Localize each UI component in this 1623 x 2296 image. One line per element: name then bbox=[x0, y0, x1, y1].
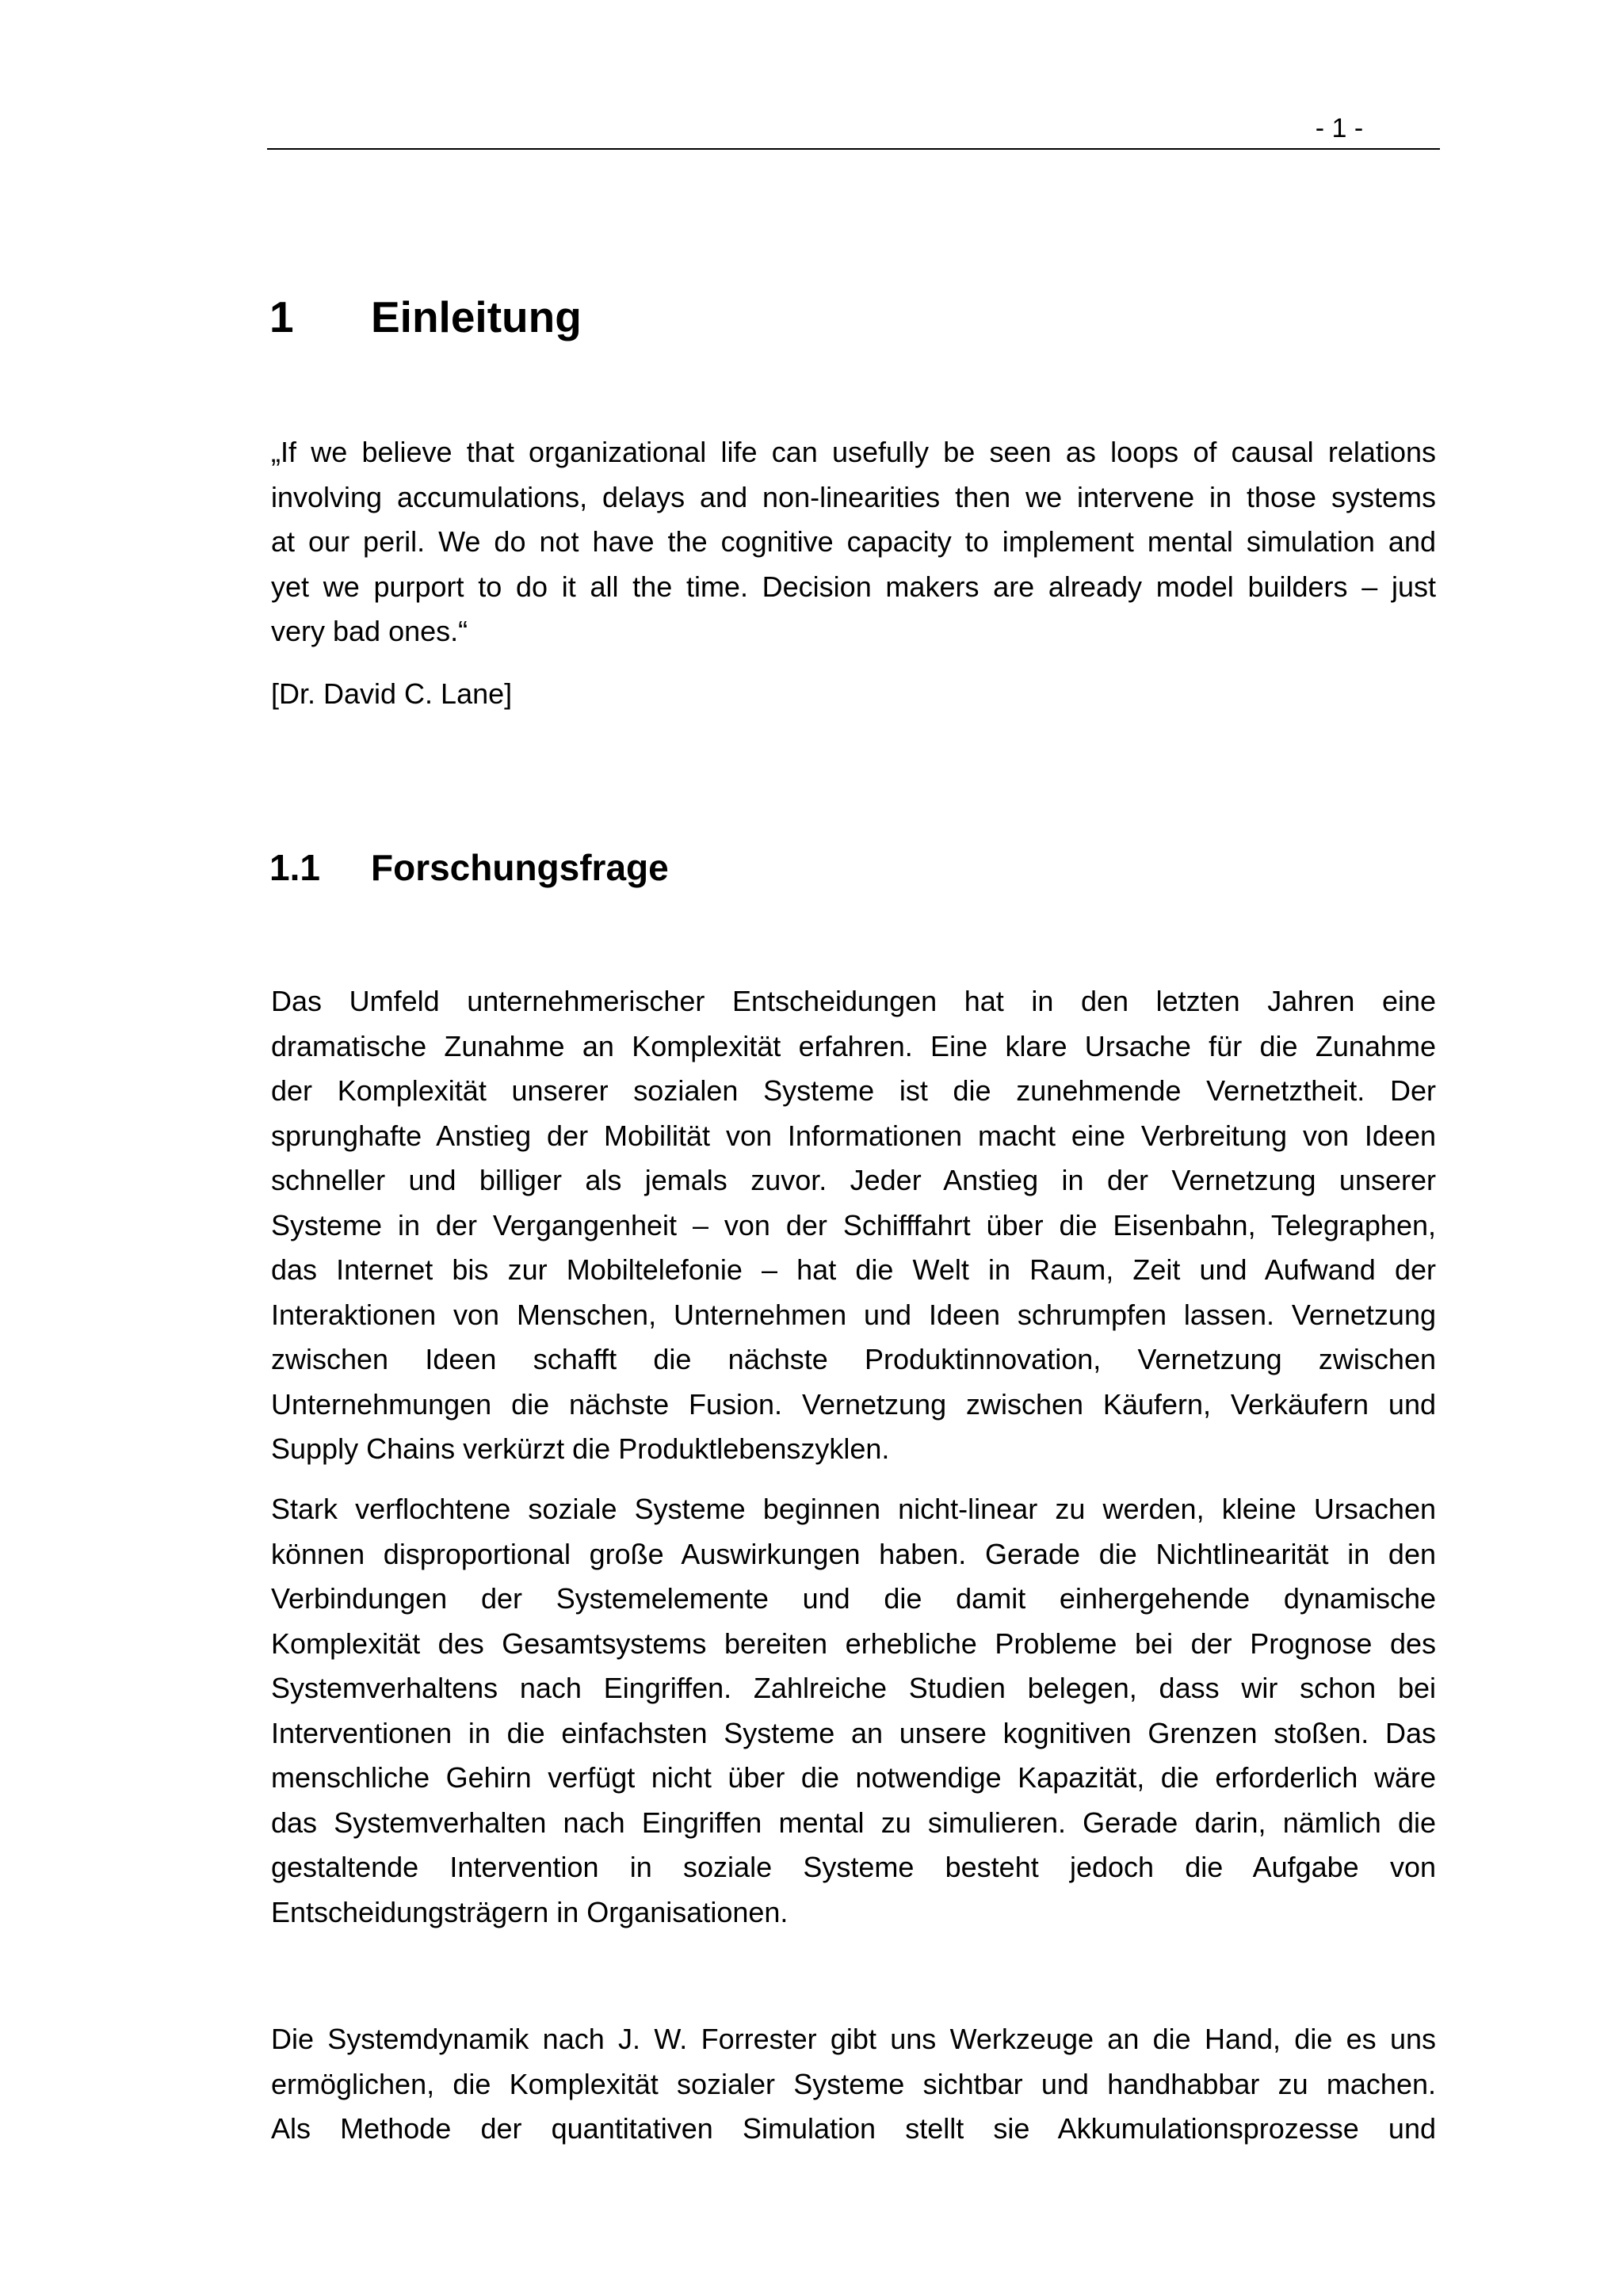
quote-line: yet we purport to do it all the time. Decision makers are already model builders – just bbox=[271, 570, 1436, 603]
paragraph-line: Interaktionen von Menschen, Unternehmen und Ideen schrumpfen lassen. Vernetzung bbox=[271, 1298, 1436, 1331]
paragraph-line: Als Methode der quantitativen Simulation stellt sie Akkumulationsprozesse und bbox=[271, 2112, 1436, 2145]
paragraph-line: Supply Chains verkürzt die Produktlebenszyklen. bbox=[271, 1432, 890, 1465]
quote-line: involving accumulations, delays and non-linearities then we intervene in those systems bbox=[271, 480, 1436, 513]
paragraph-line: Komplexität des Gesamtsystems bereiten erhebliche Probleme bei der Prognose des bbox=[271, 1627, 1436, 1660]
paragraph-line: der Komplexität unserer sozialen Systeme ist die zunehmende Vernetztheit. Der bbox=[271, 1074, 1436, 1107]
epigraph-quote bbox=[271, 430, 1436, 654]
paragraph-line: das Systemverhalten nach Eingriffen mental zu simulieren. Gerade darin, nämlich die bbox=[271, 1806, 1436, 1839]
paragraph-3 bbox=[271, 2017, 1436, 2152]
paragraph-line: Stark verflochtene soziale Systeme beginnen nicht-linear zu werden, kleine Ursachen bbox=[271, 1493, 1436, 1525]
paragraph-line: Verbindungen der Systemelemente und die damit einhergehende dynamische bbox=[271, 1582, 1436, 1615]
quote-author-text: [Dr. David C. Lane] bbox=[271, 677, 513, 710]
paragraph-line: das Internet bis zur Mobiltelefonie – hat die Welt in Raum, Zeit und Aufwand der bbox=[271, 1253, 1436, 1286]
paragraph-line: schneller und billiger als jemals zuvor. Jeder Anstieg in der Vernetzung unserer bbox=[271, 1164, 1436, 1196]
paragraph-line: Entscheidungsträgern in Organisationen. bbox=[271, 1895, 789, 1928]
page-number: - 1 - bbox=[1315, 113, 1364, 143]
quote-line: at our peril. We do not have the cognitive capacity to implement mental simulation and bbox=[271, 525, 1436, 558]
section-title: Forschungsfrage bbox=[371, 847, 669, 888]
quote-line: „If we believe that organizational life can usefully be seen as loops of causal relations bbox=[271, 436, 1436, 468]
paragraph-line: Unternehmungen die nächste Fusion. Vernetzung zwischen Käufern, Verkäufern und bbox=[271, 1387, 1436, 1421]
paragraph-line: sprunghafte Anstieg der Mobilität von Informationen macht eine Verbreitung von Ideen bbox=[271, 1119, 1436, 1152]
paragraph-line: dramatische Zunahme an Komplexität erfahren. Eine klare Ursache für die Zunahme bbox=[271, 1029, 1436, 1062]
paragraph-line: zwischen Ideen schafft die nächste Produktinnovation, Vernetzung zwischen bbox=[271, 1343, 1436, 1375]
chapter-title: Einleitung bbox=[371, 292, 582, 341]
section-number: 1.1 bbox=[269, 847, 320, 888]
paragraph-line: Das Umfeld unternehmerischer Entscheidungen hat in den letzten Jahren eine bbox=[271, 985, 1436, 1017]
paragraph-line: Interventionen in die einfachsten Systeme an unsere kognitiven Grenzen stoßen. Das bbox=[271, 1716, 1436, 1749]
paragraph-line: ermöglichen, die Komplexität sozialer Systeme sichtbar und handhabbar zu machen. bbox=[271, 2067, 1436, 2100]
paragraph-1 bbox=[271, 979, 1436, 1472]
paragraph-line: Systeme in der Vergangenheit – von der Schifffahrt über die Eisenbahn, Telegraphen, bbox=[271, 1208, 1436, 1241]
quote-line: very bad ones.“ bbox=[271, 615, 468, 647]
paragraph-line: können disproportional große Auswirkungen haben. Gerade die Nichtlinearität in den bbox=[271, 1537, 1436, 1570]
paragraph-line: Die Systemdynamik nach J. W. Forrester gibt uns Werkzeuge an die Hand, die es uns bbox=[271, 2023, 1436, 2055]
header-rule bbox=[267, 148, 1440, 150]
chapter-heading bbox=[269, 292, 582, 342]
section-heading bbox=[269, 846, 669, 889]
paragraph-line: Systemverhaltens nach Eingriffen. Zahlreiche Studien belegen, dass wir schon bei bbox=[271, 1672, 1436, 1704]
paragraph-line: gestaltende Intervention in soziale Systeme besteht jedoch die Aufgabe von bbox=[271, 1851, 1436, 1883]
paragraph-line: menschliche Gehirn verfügt nicht über die notwendige Kapazität, die erforderlich wäre bbox=[271, 1761, 1436, 1794]
paragraph-2 bbox=[271, 1487, 1436, 1935]
chapter-number: 1 bbox=[269, 292, 294, 341]
quote-author bbox=[271, 672, 1436, 717]
